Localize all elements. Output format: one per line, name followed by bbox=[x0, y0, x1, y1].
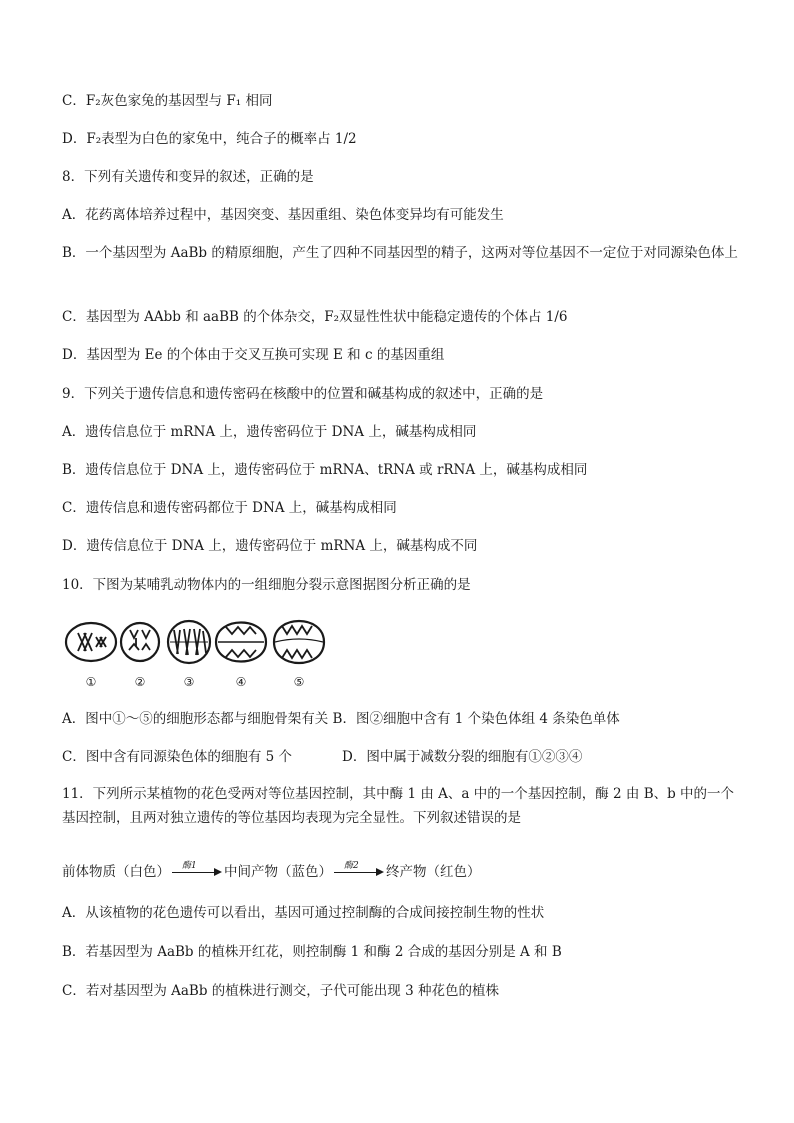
q10-option-d: D．图中属于减数分裂的细胞有①②③④ bbox=[342, 749, 583, 765]
q9-option-b: B．遗传信息位于 DNA 上，遗传密码位于 mRNA、tRNA 或 rRNA 上，碱基构成相同 bbox=[62, 462, 588, 478]
cell-3 bbox=[168, 621, 210, 663]
q10-stem: 10．下图为某哺乳动物体内的一组细胞分裂示意图据图分析正确的是 bbox=[62, 577, 471, 593]
enzyme-2-arrow bbox=[334, 862, 384, 878]
enzyme-1-label: 酶1 bbox=[182, 861, 197, 871]
q11-option-a: A．从该植物的花色遗传可以看出，基因可通过控制酶的合成间接控制生物的性状 bbox=[62, 905, 545, 921]
q10-options-ab: A．图中①～⑤的细胞形态都与细胞骨架有关 B．图②细胞中含有 1 个染色体组 4 条染色单体 bbox=[62, 711, 620, 727]
cell-label-2: ② bbox=[134, 675, 146, 689]
q9-option-a: A．遗传信息位于 mRNA 上，遗传密码位于 DNA 上，碱基构成相同 bbox=[62, 424, 477, 440]
q9-option-c: C．遗传信息和遗传密码都位于 DNA 上，碱基构成相同 bbox=[62, 500, 397, 516]
q8-option-c: C．基因型为 AAbb 和 aaBB 的个体杂交，F₂双显性性状中能稳定遗传的个体占 1/6 bbox=[62, 309, 568, 325]
pathway-precursor: 前体物质（白色） bbox=[62, 864, 170, 880]
cell-label-5: ⑤ bbox=[293, 675, 305, 689]
q8-option-a: A．花药离体培养过程中，基因突变、基因重组、染色体变异均有可能发生 bbox=[62, 207, 504, 223]
enzyme-2-label: 酶2 bbox=[344, 861, 359, 871]
cell-label-1: ① bbox=[85, 675, 97, 689]
pigment-pathway bbox=[62, 860, 481, 880]
cell-5 bbox=[274, 621, 324, 663]
q11-stem: 11．下列所示某植物的花色受两对等位基因控制，其中酶 1 由 A、a 中的一个基因控制，酶 2 由 B、b 中的一个基因控制，且两对独立遗传的等位基因均表现为完全显性。下列叙述错误的是 bbox=[62, 786, 735, 826]
q7-option-d: D．F₂表型为白色的家兔中，纯合子的概率占 1/2 bbox=[62, 131, 357, 147]
cell-4 bbox=[216, 623, 266, 662]
q9-option-d: D．遗传信息位于 DNA 上，遗传密码位于 mRNA 上，碱基构成不同 bbox=[62, 538, 478, 554]
cell-1 bbox=[66, 623, 116, 661]
q8-stem: 8．下列有关遗传和变异的叙述，正确的是 bbox=[62, 169, 314, 185]
q11-option-b: B．若基因型为 AaBb 的植株开红花，则控制酶 1 和酶 2 合成的基因分别是 A 和 B bbox=[62, 944, 562, 960]
cell-2 bbox=[121, 623, 159, 661]
q11-option-c: C．若对基因型为 AaBb 的植株进行测交，子代可能出现 3 种花色的植株 bbox=[62, 983, 499, 999]
q7-option-c: C．F₂灰色家兔的基因型与 F₁ 相同 bbox=[62, 93, 273, 109]
cell-label-3: ③ bbox=[183, 675, 195, 689]
pathway-intermediate: 中间产物（蓝色） bbox=[224, 864, 332, 880]
q8-option-b: B．一个基因型为 AaBb 的精原细胞，产生了四种不同基因型的精子，这两对等位基因不一定位于对同源染色体上 bbox=[62, 245, 738, 261]
q8-option-d: D．基因型为 Ee 的个体由于交叉互换可实现 E 和 c 的基因重组 bbox=[62, 347, 445, 363]
q9-stem: 9．下列关于遗传信息和遗传密码在核酸中的位置和碱基构成的叙述中，正确的是 bbox=[62, 386, 544, 402]
cell-division-figure bbox=[62, 612, 332, 692]
enzyme-1-arrow bbox=[172, 862, 222, 878]
cell-label-4: ④ bbox=[235, 675, 247, 689]
pathway-end-product: 终产物（红色） bbox=[386, 864, 481, 880]
q10-option-c: C．图中含有同源染色体的细胞有 5 个 bbox=[62, 749, 293, 765]
